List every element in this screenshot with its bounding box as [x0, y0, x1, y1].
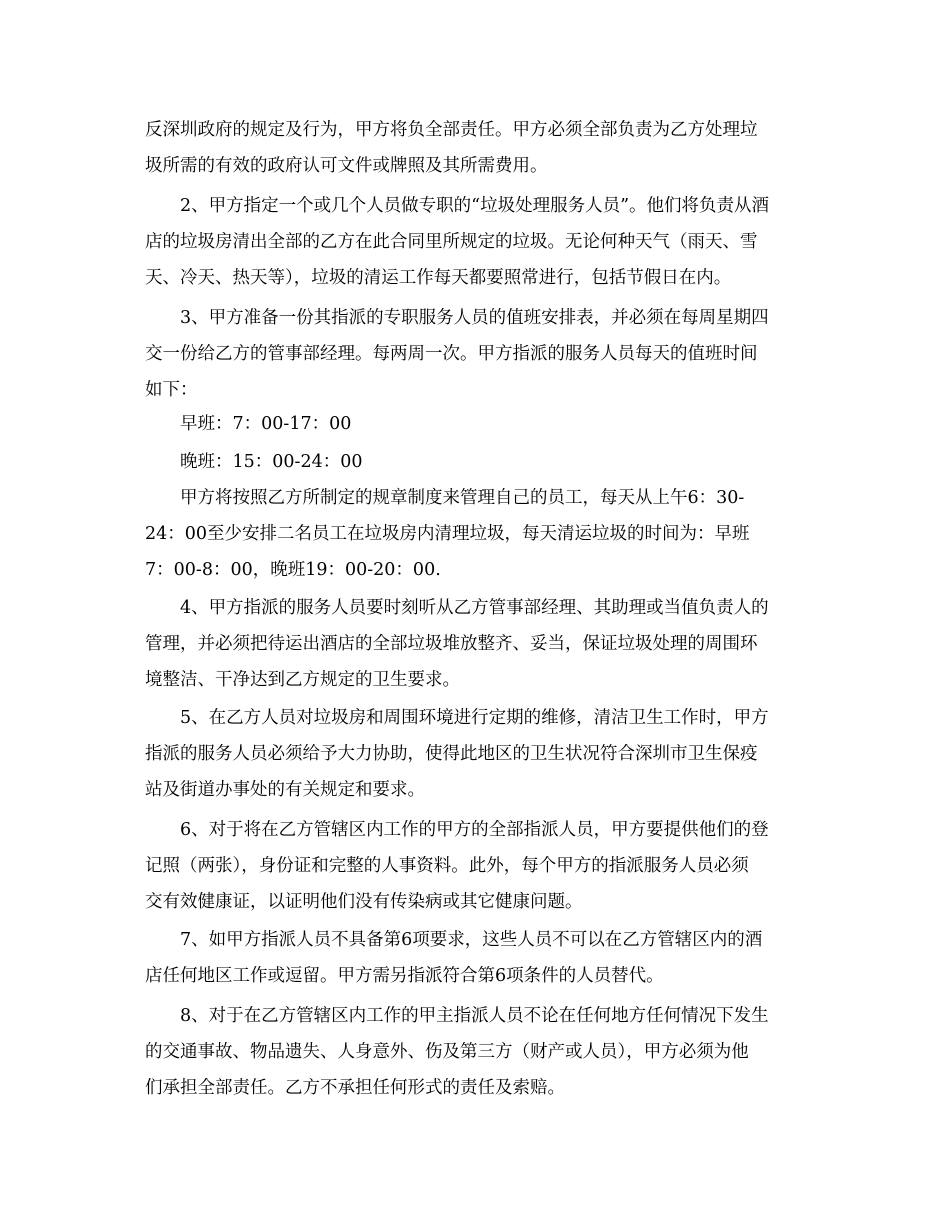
text-line: 站及街道办事处的有关规定和要求。 — [145, 780, 425, 800]
text-line: 如下： — [145, 380, 198, 400]
text-line: 甲方将按照乙方所制定的规章制度来管理自己的员工，每天从上午6：30- — [180, 488, 745, 508]
text-line: 3、甲方准备一份其指派的专职服务人员的值班安排表，并必须在每周星期四 — [180, 308, 769, 328]
text-line: 2、甲方指定一个或几个人员做专职的“垃圾处理服务人员”。他们将负责从酒 — [180, 196, 770, 216]
text-line: 晚班：15：00-24：00 — [180, 452, 363, 472]
text-line: 8、对于在乙方管辖区内工作的甲主指派人员不论在任何地方任何情况下发生 — [180, 1006, 769, 1026]
text-line: 交一份给乙方的管事部经理。每两周一次。甲方指派的服务人员每天的值班时间 — [145, 344, 758, 364]
text-line: 24：00至少安排二名员工在垃圾房内清理垃圾，每天清运垃圾的时间为：早班 — [145, 524, 750, 544]
text-line: 店的垃圾房清出全部的乙方在此合同里所规定的垃圾。无论何种天气（雨天、雪 — [145, 232, 758, 252]
text-line: 6、对于将在乙方管辖区内工作的甲方的全部指派人员，甲方要提供他们的登 — [180, 820, 769, 840]
text-line: 4、甲方指派的服务人员要时刻听从乙方管事部经理、其助理或当值负责人的 — [180, 598, 769, 618]
text-line: 天、冷天、热天等），垃圾的清运工作每天都要照常进行，包括节假日在内。 — [145, 268, 732, 288]
text-line: 指派的服务人员必须给予大力协助，使得此地区的卫生状况符合深圳市卫生保疫 — [145, 744, 758, 764]
text-line: 交有效健康证，以证明他们没有传染病或其它健康问题。 — [145, 892, 583, 912]
text-line: 境整洁、干净达到乙方规定的卫生要求。 — [145, 670, 460, 690]
text-line: 7、如甲方指派人员不具备第6项要求，这些人员不可以在乙方管辖区内的酒 — [180, 930, 763, 950]
text-line: 早班：7：00-17：00 — [180, 414, 352, 434]
text-line: 记照（两张），身份证和完整的人事资料。此外，每个甲方的指派服务人员必须 — [145, 856, 749, 876]
text-line: 店任何地区工作或逗留。甲方需另指派符合第6项条件的人员替代。 — [145, 966, 664, 986]
text-line: 5、在乙方人员对垃圾房和周围环境进行定期的维修，清洁卫生工作时，甲方 — [180, 708, 769, 728]
text-line: 反深圳政府的规定及行为，甲方将负全部责任。甲方必须全部负责为乙方处理垃 — [145, 120, 758, 140]
text-line: 管理，并必须把待运出酒店的全部垃圾堆放整齐、妥当，保证垃圾处理的周围环 — [145, 634, 758, 654]
text-line: 们承担全部责任。乙方不承担任何形式的责任及索赔。 — [145, 1078, 565, 1098]
text-line: 的交通事故、物品遗失、人身意外、伤及第三方（财产或人员），甲方必须为他 — [145, 1042, 749, 1062]
text-line: 7：00-8：00，晚班19：00-20：00. — [145, 560, 441, 580]
text-line: 圾所需的有效的政府认可文件或牌照及其所需费用。 — [145, 156, 548, 176]
